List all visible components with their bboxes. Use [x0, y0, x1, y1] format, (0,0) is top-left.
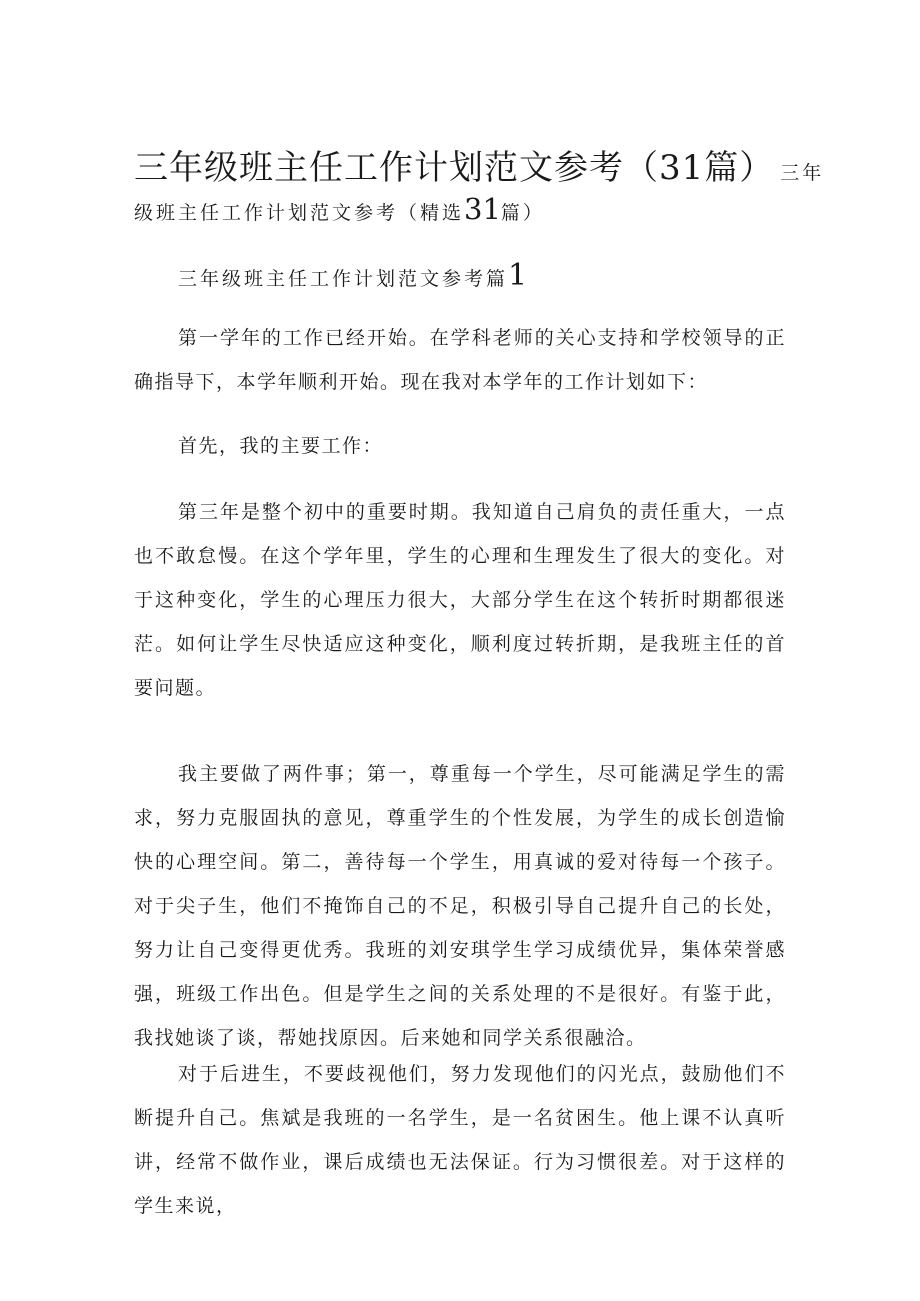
document-title — [134, 148, 825, 230]
title-tail: 三年 — [780, 162, 825, 184]
paragraph: 我主要做了两件事；第一，尊重每一个学生，尽可能满足学生的需求，努力克服固执的意见，尊重学生的个性发展，为学生的成长创造愉快的心理空间。第二，善待每一个学生，用真诚的爱对待每一个孩子。对于尖子生，他们不掩饰自己的不足，积极引导自己提升自己的长处，努力让自己变得更优秀。我班的刘安琪学生学习成绩优异，集体荣誉感强，班级工作出色。但是学生之间的关系处理的不是很好。有鉴于此，我找她谈了谈，帮她找原因。后来她和同学关系很融洽。 — [134, 763, 786, 1049]
section-heading — [178, 258, 527, 297]
title-line-1 — [134, 148, 825, 188]
paragraph: 第三年是整个初中的重要时期。我知道自己肩负的责任重大，一点也不敢怠慢。在这个学年里，学生的心理和生理发生了很大的变化。对于这种变化，学生的心理压力很大，大部分学生在这个转折时期都很迷茫。如何让学生尽快适应这种变化，顺利度过转折期，是我班主任的首要问题。 — [134, 501, 786, 699]
paragraph: 第一学年的工作已经开始。在学科老师的关心支持和学校领导的正确指导下，本学年顺利开始。现在我对本学年的工作计划如下： — [134, 327, 786, 393]
title-line-2 — [134, 192, 794, 230]
section-heading-text: 三年级班主任工作计划范文参考篇 — [178, 268, 509, 290]
subtitle-suffix: 篇） — [500, 202, 545, 224]
section-heading-number: 1 — [508, 258, 528, 293]
paragraph: 对于后进生，不要歧视他们，努力发现他们的闪光点，鼓励他们不断提升自己。焦斌是我班的一名学生，是一名贫困生。他上课不认真听讲，经常不做作业，课后成绩也无法保证。行为习惯很差。对于这样的学生来说， — [134, 1063, 786, 1217]
subtitle-prefix: 级班主任工作计划范文参考（精选 — [134, 202, 465, 224]
subtitle-number: 31 — [464, 192, 501, 226]
title-main: 三年级班主任工作计划范文参考（31篇） — [134, 148, 775, 188]
paragraph: 首先，我的主要工作： — [178, 435, 384, 457]
